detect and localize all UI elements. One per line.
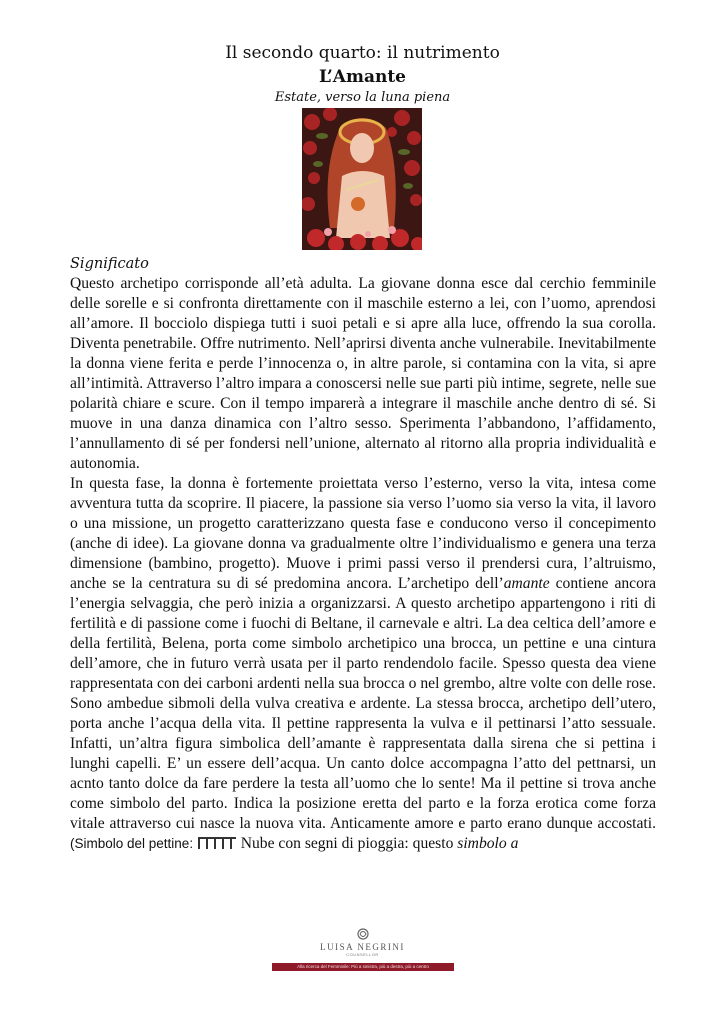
archetype-title: L’Amante [318,67,407,87]
emphasis-amante: amante [503,575,550,592]
footer-logo [0,928,725,958]
painting-image [302,108,422,250]
comb-symbol-label: (Simbolo del pettine: [70,836,197,851]
logo-knot-icon [356,928,370,942]
emphasis-simbolo: simbolo a [457,835,519,852]
paragraph-2-text-c: Nube con segni di pioggia: questo [236,835,458,852]
chapter-title: Il secondo quarto: il nutrimento [225,43,500,63]
season-subtitle: Estate, verso la luna piena [274,90,451,105]
section-label: Significato [70,256,149,272]
comb-symbol-icon [197,836,237,856]
body-text [70,274,656,856]
paragraph-2 [70,474,656,856]
paragraph-2-text-b: contiene ancora l’energia selvaggia, che però inizia a organizzarsi. A questo archetipo appartengono i riti di fertilità e di passione come i fuochi di Beltane, il carnevale e altri. La dea celtica dell’amore e della fertilità, Belena, porta come simbolo archetipico una brocca, un pettine e una cintura dell’amore, che in futuro verrà usata per il parto rendendolo facile. Spesso questa dea viene rappresentata con dei carboni ardenti nella sua brocca o nel grembo, altre volte con delle rose. Sono ambedue sibmoli della vulva creativa e ardente. La stessa brocca, archetipo dell’utero, porta anche l’acqua della vita. Il pettine rappresenta la vulva e il pettinarsi l’atto sessuale. Infatti, un’altra figura simbolica dell’amante è rappresentata dalla sirena che si pettina i lunghi capelli. E’ un essere dell’acqua. Un canto dolce accompagna l’atto del pettnarsi, un acnto tanto dolce da fare perdere la testa all’uomo che lo sente! Ma il pettine si trova anche come simbolo del parto. Indica la posizione eretta del parto e la forza erotica come forza vitale attraverso cui nasce la nuova vita. Anticamente amore e parto erano dunque accostati. [70,575,656,832]
paragraph-2-text-a: In questa fase, la donna è fortemente proiettata verso l’esterno, verso la vita, intesa come avventura tutta da scoprire. Il piacere, la passione sia verso l’uomo sia verso la vita, il lavoro o una missione, un progetto caratterizzano questa fase e conducono verso il concepimento (anche di idee). La giovane donna va gradualmente oltre l’individualismo e genera una terza dimensione (bambino, progetto). Muove i primi passi verso il prendersi cura, l’altruismo, anche se la centratura su di sé predomina ancora. L’archetipo dell’ [70,475,656,592]
logo-subtitle: COUNSELLOR [346,952,379,957]
footer-banner: Alla ricerca del Femminile: Più a sinistra, più a destra, più a centro [272,963,454,971]
logo-name: LUISA NEGRINI [320,942,405,952]
paragraph-1: Questo archetipo corrisponde all’età adulta. La giovane donna esce dal cerchio femminile delle sorelle e si confronta direttamente con il maschile esterno a lei, con l’uomo, aprendosi all’amore. Il bocciolo dispiega tutti i suoi petali e si apre alla luce, offrendo la sua corolla. Diventa penetrabile. Offre nutrimento. Nell’aprirsi diventa anche vulnerabile. Inevitabilmente la donna viene ferita e perde l’innocenza o, in altre parole, si contamina con la vita, si apre all’intimità. Attraverso l’altro impara a conoscersi nelle sue parti più intime, segrete, nelle sue polarità chiare e scure. Con il tempo imparerà a integrare il maschile anche dentro di sé. Si muove in una danza dinamica con l’altro sesso. Sperimenta l’abbandono, l’affidamento, l’annullamento di sé per fondersi nell’unione, alternato al ritorno alla propria individualità e autonomia. [70,275,656,472]
